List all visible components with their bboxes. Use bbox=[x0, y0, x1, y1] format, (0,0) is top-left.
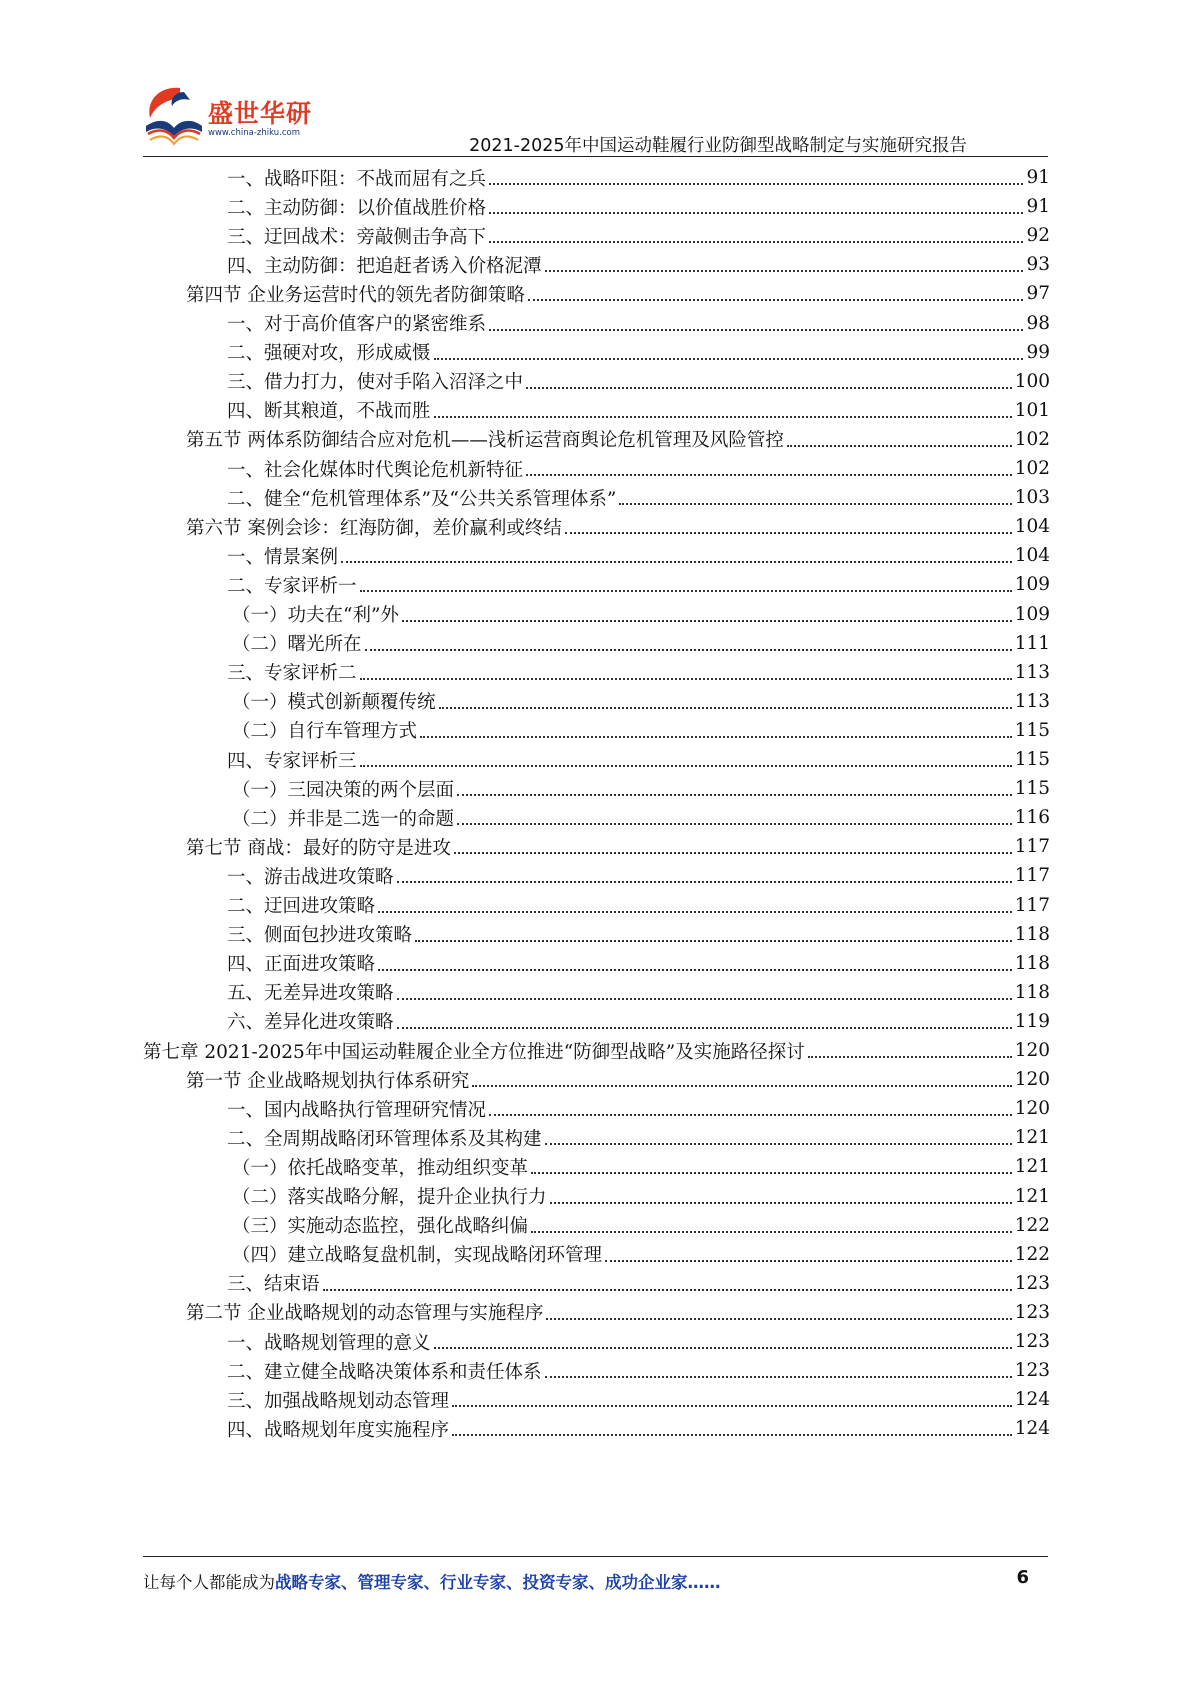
toc-entry-title: 一、社会化媒体时代舆论危机新特征 bbox=[227, 459, 524, 481]
toc-dot-leader bbox=[452, 1433, 1012, 1436]
toc-dot-leader bbox=[489, 1113, 1012, 1116]
toc-entry[interactable] bbox=[232, 686, 1050, 717]
toc-entry-title: （一）三园决策的两个层面 bbox=[232, 779, 455, 801]
toc-entry-page: 115 bbox=[1014, 719, 1050, 741]
toc-dot-leader bbox=[545, 1142, 1012, 1145]
toc-dot-leader bbox=[415, 939, 1012, 942]
toc-entry-page: 91 bbox=[1026, 167, 1050, 188]
toc-entry-page: 117 bbox=[1014, 836, 1050, 858]
toc-entry-title: 四、战略规划年度实施程序 bbox=[227, 1419, 450, 1441]
toc-dot-leader bbox=[489, 328, 1023, 331]
toc-entry-page: 124 bbox=[1014, 1389, 1050, 1411]
toc-entry-title: 三、专家评析二 bbox=[227, 663, 357, 685]
toc-entry[interactable] bbox=[227, 1268, 1050, 1299]
toc-dot-leader bbox=[454, 851, 1012, 854]
toc-dot-leader bbox=[434, 357, 1024, 360]
toc-entry[interactable] bbox=[227, 482, 1050, 513]
toc-dot-leader bbox=[341, 560, 1012, 563]
toc-entry-page: 123 bbox=[1014, 1301, 1050, 1323]
toc-dot-leader bbox=[323, 1288, 1012, 1291]
toc-dot-leader bbox=[434, 415, 1012, 418]
toc-dot-leader bbox=[565, 531, 1012, 534]
toc-entry[interactable] bbox=[227, 977, 1050, 1008]
toc-entry[interactable] bbox=[227, 395, 1050, 426]
toc-entry-title: 三、迂回战术：旁敲侧击争高下 bbox=[227, 226, 487, 248]
toc-entry-page: 121 bbox=[1014, 1185, 1050, 1207]
logo-book-icon bbox=[140, 82, 206, 148]
toc-entry[interactable] bbox=[232, 715, 1050, 746]
toc-entry-title: （二）自行车管理方式 bbox=[232, 721, 418, 743]
toc-entry[interactable] bbox=[186, 831, 1050, 862]
toc-entry-title: 一、战略吓阻：不战而屈有之兵 bbox=[227, 168, 487, 190]
toc-entry-title: 三、侧面包抄进攻策略 bbox=[227, 925, 413, 947]
toc-dot-leader bbox=[489, 182, 1023, 185]
toc-dot-leader bbox=[526, 473, 1012, 476]
toc-entry-page: 118 bbox=[1014, 923, 1050, 945]
toc-entry-page: 115 bbox=[1014, 749, 1050, 770]
toc-entry[interactable] bbox=[227, 1122, 1050, 1153]
report-title: 2021-2025年中国运动鞋履行业防御型战略制定与实施研究报告 bbox=[469, 136, 967, 156]
toc-dot-leader bbox=[619, 502, 1011, 505]
toc-dot-leader bbox=[360, 677, 1012, 680]
footer-slogan bbox=[143, 1569, 721, 1593]
toc-dot-leader bbox=[457, 822, 1012, 825]
toc-entry-page: 92 bbox=[1026, 225, 1050, 247]
toc-dot-leader bbox=[550, 1201, 1012, 1204]
toc-entry-page: 101 bbox=[1014, 399, 1050, 421]
toc-dot-leader bbox=[531, 1230, 1012, 1233]
toc-dot-leader bbox=[420, 735, 1012, 738]
toc-entry-page: 109 bbox=[1014, 603, 1050, 625]
toc-entry-page: 102 bbox=[1014, 428, 1050, 450]
toc-entry-page: 116 bbox=[1014, 807, 1050, 829]
toc-entry-page: 120 bbox=[1014, 1069, 1050, 1091]
toc-entry-page: 123 bbox=[1014, 1360, 1050, 1382]
toc-dot-leader bbox=[457, 793, 1012, 796]
toc-entry-title: 一、战略规划管理的意义 bbox=[227, 1332, 431, 1354]
toc-entry-page: 104 bbox=[1014, 545, 1050, 567]
toc-dot-leader bbox=[365, 648, 1012, 651]
toc-dot-leader bbox=[378, 910, 1012, 913]
toc-entry-title: 四、主动防御：把追赶者诱入价格泥潭 bbox=[227, 255, 542, 277]
toc-entry[interactable] bbox=[227, 948, 1050, 979]
toc-dot-leader bbox=[489, 240, 1023, 243]
toc-entry-page: 93 bbox=[1026, 254, 1050, 276]
toc-entry-title: （二）曙光所在 bbox=[232, 634, 362, 656]
toc-dot-leader bbox=[397, 880, 1012, 883]
toc-entry-page: 98 bbox=[1026, 312, 1050, 334]
toc-entry-title: 三、结束语 bbox=[227, 1274, 320, 1296]
toc-entry-title: 第五节 两体系防御结合应对危机——浅析运营商舆论危机管理及风险管控 bbox=[186, 430, 784, 452]
page-header bbox=[0, 0, 1191, 160]
toc-entry[interactable] bbox=[186, 424, 1050, 455]
toc-entry-title: 一、情景案例 bbox=[227, 546, 339, 568]
toc-entry[interactable] bbox=[227, 1006, 1050, 1037]
toc-entry-page: 117 bbox=[1014, 894, 1050, 916]
toc-entry-title: 四、断其粮道，不战而胜 bbox=[227, 401, 431, 423]
header-divider bbox=[143, 156, 1048, 157]
toc-entry[interactable] bbox=[227, 860, 1050, 891]
toc-entry-title: 二、迂回进攻策略 bbox=[227, 896, 376, 917]
toc-entry-page: 120 bbox=[1014, 1040, 1050, 1061]
toc-entry-title: 五、无差异进攻策略 bbox=[227, 983, 394, 1005]
toc-entry[interactable] bbox=[227, 1384, 1050, 1415]
toc-dot-leader bbox=[360, 764, 1012, 767]
toc-entry-page: 113 bbox=[1014, 690, 1050, 712]
toc-entry-page: 119 bbox=[1014, 1010, 1050, 1032]
company-logo bbox=[140, 82, 330, 152]
toc-entry[interactable] bbox=[232, 599, 1050, 630]
toc-entry-page: 115 bbox=[1014, 778, 1050, 800]
toc-entry-page: 97 bbox=[1026, 283, 1050, 305]
slogan-prefix: 让每个人都能成为 bbox=[143, 1573, 275, 1592]
toc-entry-page: 99 bbox=[1026, 341, 1050, 363]
toc-entry-title: 六、差异化进攻策略 bbox=[227, 1012, 394, 1034]
toc-entry-page: 123 bbox=[1014, 1272, 1050, 1294]
logo-url: www.china-zhiku.com bbox=[208, 128, 300, 138]
toc-entry[interactable] bbox=[227, 220, 1050, 251]
toc-entry[interactable] bbox=[227, 1413, 1050, 1444]
toc-entry-page: 109 bbox=[1014, 574, 1050, 596]
toc-entry[interactable] bbox=[227, 366, 1050, 397]
toc-dot-leader bbox=[531, 1171, 1012, 1174]
toc-entry[interactable] bbox=[186, 1297, 1050, 1328]
toc-entry-title: （一）功夫在“利”外 bbox=[232, 605, 399, 626]
toc-entry-title: （二）并非是二选一的命题 bbox=[232, 808, 455, 830]
toc-entry-title: 二、健全“危机管理体系”及“公共关系管理体系” bbox=[227, 488, 617, 510]
toc-entry[interactable] bbox=[232, 1210, 1050, 1241]
toc-entry[interactable] bbox=[232, 1181, 1050, 1212]
toc-dot-leader bbox=[808, 1055, 1012, 1058]
toc-entry-page: 100 bbox=[1014, 370, 1050, 392]
toc-entry-page: 111 bbox=[1014, 632, 1050, 654]
toc-entry-title: 第二节 企业战略规划的动态管理与实施程序 bbox=[186, 1303, 544, 1325]
toc-entry[interactable] bbox=[232, 773, 1050, 804]
toc-entry[interactable] bbox=[143, 1035, 1050, 1066]
toc-entry-title: 三、加强战略规划动态管理 bbox=[227, 1390, 450, 1412]
toc-entry[interactable] bbox=[227, 540, 1050, 571]
toc-entry-page: 121 bbox=[1014, 1156, 1050, 1178]
toc-entry-page: 91 bbox=[1026, 196, 1050, 218]
toc-entry[interactable] bbox=[232, 628, 1050, 659]
toc-entry-title: 二、建立健全战略决策体系和责任体系 bbox=[227, 1361, 542, 1383]
toc-entry-title: 第一节 企业战略规划执行体系研究 bbox=[186, 1070, 470, 1092]
toc-entry-title: 四、专家评析三 bbox=[227, 750, 357, 772]
toc-entry-title: 一、对于高价值客户的紧密维系 bbox=[227, 314, 487, 335]
toc-entry[interactable] bbox=[186, 511, 1050, 542]
toc-entry-page: 118 bbox=[1014, 981, 1050, 1003]
toc-dot-leader bbox=[397, 997, 1012, 1000]
toc-entry-title: 一、国内战略执行管理研究情况 bbox=[227, 1099, 487, 1121]
toc-dot-leader bbox=[528, 298, 1024, 301]
toc-entry[interactable] bbox=[186, 1064, 1050, 1095]
toc-dot-leader bbox=[545, 1375, 1012, 1378]
toc-entry[interactable] bbox=[227, 162, 1050, 193]
toc-entry-title: 二、全周期战略闭环管理体系及其构建 bbox=[227, 1128, 542, 1150]
toc-dot-leader bbox=[378, 968, 1012, 971]
toc-dot-leader bbox=[402, 619, 1012, 622]
toc-entry[interactable] bbox=[227, 569, 1050, 600]
toc-dot-leader bbox=[397, 1026, 1012, 1029]
toc-entry-title: 三、借力打力，使对手陷入沼泽之中 bbox=[227, 372, 524, 394]
logo-name: 盛世华研 bbox=[208, 99, 313, 128]
toc-dot-leader bbox=[526, 386, 1012, 389]
toc-dot-leader bbox=[452, 1404, 1012, 1407]
toc-entry[interactable] bbox=[232, 802, 1050, 833]
toc-entry-title: （四）建立战略复盘机制，实现战略闭环管理 bbox=[232, 1245, 603, 1267]
toc-entry-title: 第四节 企业务运营时代的领先者防御策略 bbox=[186, 284, 525, 306]
toc-entry[interactable] bbox=[232, 1151, 1050, 1182]
toc-entry-page: 118 bbox=[1014, 952, 1050, 974]
toc-entry[interactable] bbox=[227, 308, 1050, 339]
toc-entry[interactable] bbox=[227, 1355, 1050, 1386]
toc-entry[interactable] bbox=[227, 1093, 1050, 1124]
toc-dot-leader bbox=[434, 1346, 1012, 1349]
toc-entry-title: 二、强硬对攻，形成威慑 bbox=[227, 343, 431, 365]
toc-entry[interactable] bbox=[227, 337, 1050, 368]
toc-dot-leader bbox=[360, 589, 1012, 592]
slogan-highlight: 战略专家、管理专家、行业专家、投资专家、成功企业家…… bbox=[275, 1573, 721, 1592]
toc-entry[interactable] bbox=[186, 278, 1050, 309]
toc-entry[interactable] bbox=[227, 249, 1050, 280]
toc-entry[interactable] bbox=[227, 453, 1050, 484]
toc-entry-title: 二、主动防御：以价值战胜价格 bbox=[227, 197, 487, 219]
toc-entry-title: 四、正面进攻策略 bbox=[227, 954, 376, 976]
toc-entry-title: 二、专家评析一 bbox=[227, 575, 357, 597]
toc-entry-title: 第七章 2021-2025年中国运动鞋履企业全方位推进“防御型战略”及实施路径探讨 bbox=[143, 1041, 805, 1063]
toc-entry[interactable] bbox=[227, 890, 1050, 921]
toc-entry[interactable] bbox=[227, 919, 1050, 950]
toc-entry-title: （一）依托战略变革，推动组织变革 bbox=[232, 1157, 529, 1179]
toc-dot-leader bbox=[439, 706, 1012, 709]
toc-entry-page: 103 bbox=[1014, 487, 1050, 509]
toc-entry-page: 122 bbox=[1014, 1214, 1050, 1236]
toc-entry[interactable] bbox=[232, 1239, 1050, 1270]
toc-entry-page: 122 bbox=[1014, 1243, 1050, 1265]
toc-entry[interactable] bbox=[227, 744, 1050, 775]
toc-entry-page: 117 bbox=[1014, 865, 1050, 887]
toc-entry-page: 102 bbox=[1014, 458, 1050, 479]
toc-entry[interactable] bbox=[227, 1326, 1050, 1357]
toc-entry-page: 123 bbox=[1014, 1331, 1050, 1352]
toc-entry-title: 一、游击战进攻策略 bbox=[227, 866, 394, 888]
toc-entry[interactable] bbox=[227, 191, 1050, 222]
toc-entry-page: 124 bbox=[1014, 1418, 1050, 1440]
footer-divider bbox=[143, 1556, 1048, 1557]
toc-entry-title: 第六节 案例会诊：红海防御，差价赢利或终结 bbox=[186, 517, 562, 539]
toc-dot-leader bbox=[605, 1259, 1012, 1262]
toc-entry-page: 120 bbox=[1014, 1098, 1050, 1120]
toc-entry-title: 第七节 商战：最好的防守是进攻 bbox=[186, 837, 451, 859]
toc-entry-title: （一）模式创新颠覆传统 bbox=[232, 692, 436, 714]
toc-dot-leader bbox=[787, 444, 1012, 447]
toc-dot-leader bbox=[472, 1084, 1011, 1087]
toc-entry[interactable] bbox=[227, 657, 1050, 688]
toc-entry-page: 113 bbox=[1014, 661, 1050, 683]
toc-entry-title: （二）落实战略分解，提升企业执行力 bbox=[232, 1187, 547, 1208]
toc-dot-leader bbox=[489, 211, 1023, 214]
page-number: 6 bbox=[1016, 1567, 1029, 1588]
toc-entry-page: 104 bbox=[1014, 516, 1050, 538]
toc-entry-title: （三）实施动态监控，强化战略纠偏 bbox=[232, 1216, 529, 1238]
toc-entry-page: 121 bbox=[1014, 1127, 1050, 1149]
toc-dot-leader bbox=[546, 1317, 1011, 1320]
toc-dot-leader bbox=[545, 269, 1024, 272]
